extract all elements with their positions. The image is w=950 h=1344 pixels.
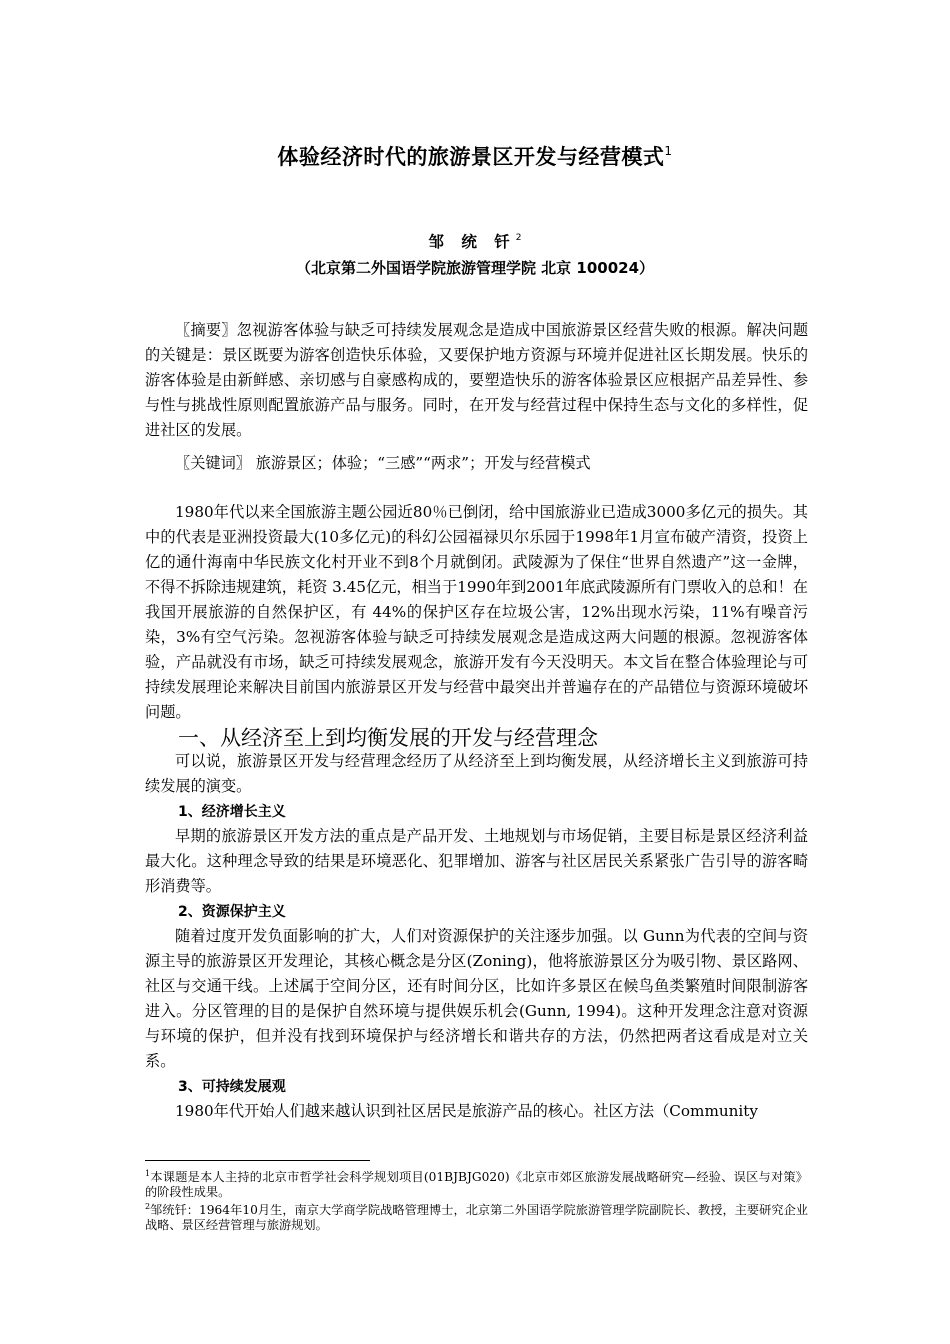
footnote-1-text: 本课题是本人主持的北京市哲学社会科学规划项目(01BJBJG020)《北京市郊区旅游发展战略研究—经验、误区与对策》的阶段性成果。 — [145, 1170, 808, 1199]
author-affiliation: （北京第二外国语学院旅游管理学院 北京 100024） — [295, 259, 655, 277]
subsection-paragraph-2: 随着过度开发负面影响的扩大，人们对资源保护的关注逐步加强。以 Gunn为代表的空间与资源主导的旅游景区开发理论，其核心概念是分区(Zoning)，他将旅游景区分为吸引物、景区路网、社区与交通干线。上述属于空间分区，还有时间分区，比如许多景区在候鸟鱼类繁殖时间限制游客进入。分区管理的目的是保护自然环境与提供娱乐机会(Gunn, 1994)。这种开发理念注意对资源与环境的保护，但并没有找到环境保护与经济增长和谐共存的方法，仍然把两者这看成是对立关系。 — [145, 927, 808, 1070]
author-footnote-mark: 2 — [515, 233, 522, 243]
author-name — [0, 230, 950, 252]
footnote-separator — [145, 1160, 370, 1161]
author-text: 邹 统 钎 — [428, 233, 516, 251]
title-text: 体验经济时代的旅游景区开发与经营模式 — [277, 145, 665, 169]
footnote-1-mark: 1 — [145, 1169, 151, 1178]
intro-paragraph: 1980年代以来全国旅游主题公园近80％已倒闭，给中国旅游业已造成3000多亿元的损失。其中的代表是亚洲投资最大(10多亿元)的科幻公园福禄贝尔乐园于1998年1月宣布破产清资，投资上亿的通什海南中华民族文化村开业不到8个月就倒闭。武陵源为了保住“世界自然遗产”这一金牌，不得不拆除违规建筑，耗资 3.45亿元，相当于1990年到2001年底武陵源所有门票收入的总和！在我国开展旅游的自然保护区，有 44%的保护区存在垃圾公害，12%出现水污染，11%有噪音污染，3%有空气污染。忽视游客体验与缺乏可持续发展观念是造成这两大问题的根源。忽视游客体验，产品就没有市场，缺乏可持续发展观念，旅游开发有今天没明天。本文旨在整合体验理论与可持续发展理论来解决目前国内旅游景区开发与经营中最突出并普遍存在的产品错位与资源环境破坏问题。 — [145, 503, 808, 721]
subsection-heading-1: 1、经济增长主义 — [178, 804, 286, 820]
abstract-paragraph: 〖摘要〗忽视游客体验与缺乏可持续发展观念是造成中国旅游景区经营失败的根源。解决问题的关键是：景区既要为游客创造快乐体验，又要保护地方资源与环境并促进社区长期发展。快乐的游客体验是由新鲜感、亲切感与自豪感构成的，要塑造快乐的游客体验景区应根据产品差异性、参与性与挑战性原则配置旅游产品与服务。同时，在开发与经营过程中保持生态与文化的多样性，促进社区的发展。 — [145, 321, 808, 439]
subsection-heading-3: 3、可持续发展观 — [178, 1079, 286, 1095]
footnote-2 — [145, 1199, 808, 1233]
subsection-heading-2: 2、资源保护主义 — [178, 904, 286, 920]
title-footnote-mark: 1 — [664, 144, 673, 158]
footnote-2-mark: 2 — [145, 1202, 151, 1211]
footnote-1 — [145, 1166, 808, 1200]
footnote-2-text: 邹统钎：1964年10月生，南京大学商学院战略管理博士，北京第二外国语学院旅游管理学院副院长、教授，主要研究企业战略、景区经营管理与旅游规划。 — [145, 1203, 808, 1232]
paper-title — [0, 141, 950, 171]
section-heading: 一、从经济至上到均衡发展的开发与经营理念 — [178, 726, 598, 750]
subsection-paragraph-3: 1980年代开始人们越来越认识到社区居民是旅游产品的核心。社区方法（Community — [175, 1102, 758, 1120]
keywords-line: 〖关键词〗 旅游景区；体验；“三感”“两求”；开发与经营模式 — [175, 454, 591, 472]
section-intro-paragraph: 可以说，旅游景区开发与经营理念经历了从经济至上到均衡发展，从经济增长主义到旅游可持续发展的演变。 — [145, 752, 808, 795]
subsection-paragraph-1: 早期的旅游景区开发方法的重点是产品开发、土地规划与市场促销，主要目标是景区经济利益最大化。这种理念导致的结果是环境恶化、犯罪增加、游客与社区居民关系紧张广告引导的游客畸形消费等。 — [145, 827, 808, 895]
